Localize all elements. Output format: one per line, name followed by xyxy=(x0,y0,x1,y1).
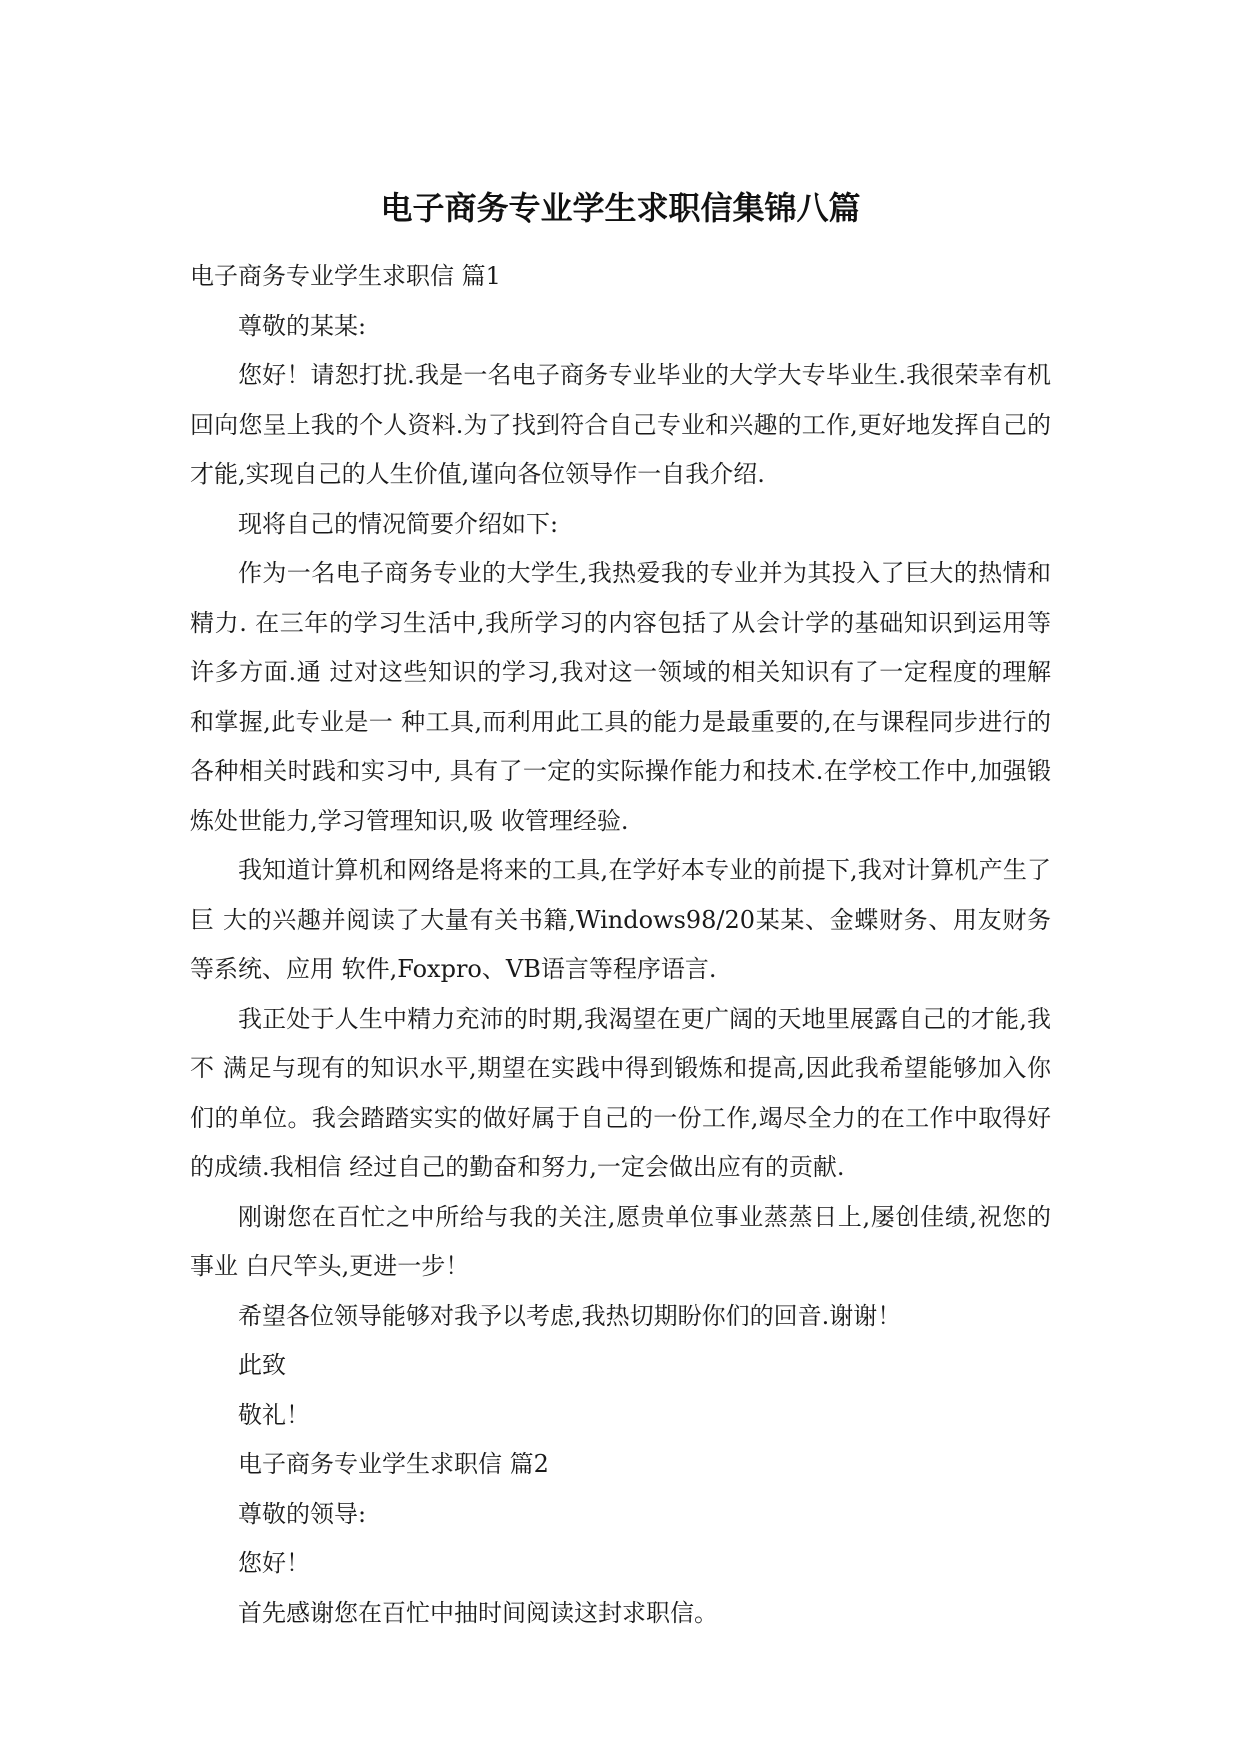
paragraph-aspiration: 我正处于人生中精力充沛的时期,我渴望在更广阔的天地里展露自己的才能,我不 满足与现有的知识水平,期望在实践中得到锻炼和提高,因此我希望能够加入你们的单位。我会踏踏实实的做好属于自己的一份工作,竭尽全力的在工作中取得好的成绩.我相信 经过自己的勤奋和努力,一定会做出应有的贡献. xyxy=(190,1004,1051,1181)
closing-ci-zhi: 此致 xyxy=(238,1351,286,1379)
document-body xyxy=(190,252,1051,1638)
paragraph-computer: 我知道计算机和网络是将来的工具,在学好本专业的前提下,我对计算机产生了巨 大的兴趣并阅读了大量有关书籍,Windows98/20某某、金蝶财务、用友财务等系统、应用 软件,Foxpro、VB语言等程序语言. xyxy=(190,856,1051,983)
paragraph-study: 作为一名电子商务专业的大学生,我热爱我的专业并为其投入了巨大的热情和精力. 在三年的学习生活中,我所学习的内容包括了从会计学的基础知识到运用等许多方面.通 过对这些知识的学习,我对这一领域的相关知识有了一定程度的理解和掌握,此专业是一 种工具,而利用此工具的能力是最重要的,在与课程同步进行的各种相关时践和实习中, 具有了一定的实际操作能力和技术.在学校工作中,加强锻炼处世能力,学习管理知识,吸 收管理经验. xyxy=(190,559,1051,835)
paragraph-intro: 您好！请恕打扰.我是一名电子商务专业毕业的大学大专毕业生.我很荣幸有机回向您呈上我的个人资料.为了找到符合自己专业和兴趣的工作,更好地发挥自己的才能,实现自己的人生价值,谨向各位领导作一自我介绍. xyxy=(190,361,1051,488)
paragraph-hope: 希望各位领导能够对我予以考虑,我热切期盼你们的回音.谢谢！ xyxy=(238,1301,902,1330)
salutation-1: 尊敬的某某: xyxy=(238,311,367,340)
section-heading-2: 电子商务专业学生求职信 篇2 xyxy=(238,1450,549,1478)
salutation-2: 尊敬的领导: xyxy=(238,1499,367,1528)
paragraph-overview: 现将自己的情况简要介绍如下: xyxy=(238,509,559,538)
section-heading-1: 电子商务专业学生求职信 篇1 xyxy=(190,262,501,290)
document-title: 电子商务专业学生求职信集锦八篇 xyxy=(380,189,861,227)
closing-jing-li: 敬礼！ xyxy=(238,1400,310,1429)
paragraph-first-line-2: 首先感谢您在百忙中抽时间阅读这封求职信。 xyxy=(238,1598,718,1627)
greeting-2: 您好！ xyxy=(238,1549,310,1577)
paragraph-thanks: 刚谢您在百忙之中所给与我的关注,愿贵单位事业蒸蒸日上,屡创佳绩,祝您的事业 白尺竿头,更进一步！ xyxy=(190,1202,1051,1280)
